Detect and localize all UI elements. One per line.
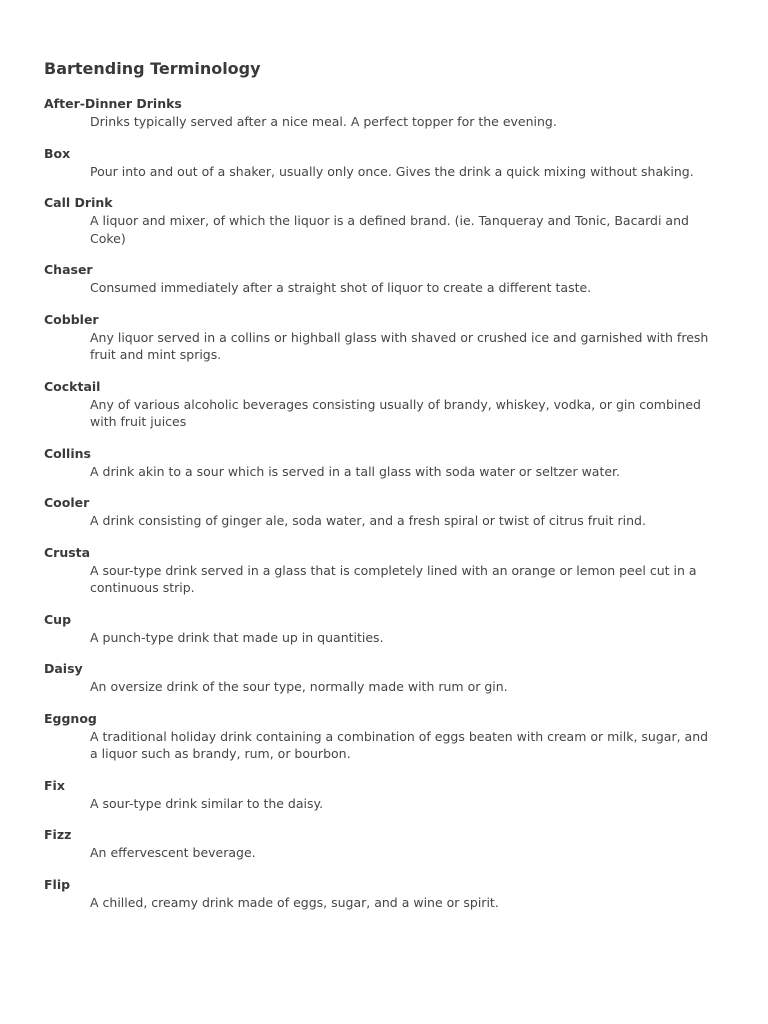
glossary-definition: Any of various alcoholic beverages consisting usually of brandy, whiskey, vodka, or gin combined with fruit juices [90, 396, 701, 429]
glossary-entry [44, 711, 724, 763]
glossary-term: Flip [44, 876, 71, 892]
glossary-definition: A drink akin to a sour which is served in a tall glass with soda water or seltzer water. [90, 463, 621, 479]
glossary-definition: A punch-type drink that made up in quantities. [90, 629, 384, 645]
glossary-term: Cocktail [44, 378, 101, 394]
glossary-term: Chaser [44, 262, 93, 277]
glossary-term: Cup [44, 611, 72, 627]
glossary-entry [44, 446, 724, 481]
glossary-definition: A sour-type drink served in a glass that is completely lined with an orange or lemon peel cut in a continuous strip. [90, 562, 697, 595]
glossary-entry [44, 146, 724, 181]
glossary-definition: Drinks typically served after a nice meal. A perfect topper for the evening. [90, 114, 557, 129]
glossary-definition: Any liquor served in a collins or highball glass with shaved or crushed ice and garnished with fresh fruit and mint sprigs. [90, 329, 709, 362]
glossary-definition: An oversize drink of the sour type, normally made with rum or gin. [90, 679, 508, 694]
glossary-definition: A sour-type drink similar to the daisy. [90, 795, 324, 811]
glossary-term: Fix [44, 777, 65, 793]
glossary-definition: A liquor and mixer, of which the liquor is a defined brand. (ie. Tanqueray and Tonic, Bacardi and Coke) [90, 213, 689, 246]
glossary-term: Box [44, 145, 71, 161]
glossary-definition: An effervescent beverage. [90, 845, 256, 860]
page-title: Bartending Terminology [44, 59, 261, 78]
glossary-entry [44, 495, 724, 530]
glossary-term: Daisy [44, 661, 83, 676]
glossary-definition: Consumed immediately after a straight shot of liquor to create a different taste. [90, 280, 592, 295]
glossary-entry [44, 545, 724, 597]
glossary-entry [44, 661, 724, 696]
glossary-entry [44, 312, 724, 364]
glossary-term: Collins [44, 445, 91, 461]
glossary-term: Fizz [44, 827, 72, 842]
glossary-entry [44, 778, 724, 813]
glossary-term: Call Drink [44, 195, 113, 210]
glossary-entry [44, 877, 724, 912]
glossary-entry [44, 827, 724, 862]
glossary-entry [44, 96, 724, 131]
glossary-definition: Pour into and out of a shaker, usually only once. Gives the drink a quick mixing without shaking. [90, 163, 694, 179]
glossary-definition: A drink consisting of ginger ale, soda water, and a fresh spiral or twist of citrus fruit rind. [90, 513, 646, 528]
document-page [44, 58, 724, 926]
glossary-entry [44, 612, 724, 647]
glossary-entry [44, 195, 724, 247]
glossary-definition: A chilled, creamy drink made of eggs, sugar, and a wine or spirit. [90, 894, 499, 910]
glossary-entry [44, 379, 724, 431]
glossary-term: Eggnog [44, 710, 97, 726]
glossary-term: Cobbler [44, 311, 99, 327]
glossary-term: Cooler [44, 495, 90, 510]
glossary-term: Crusta [44, 544, 91, 560]
glossary-entry [44, 262, 724, 297]
glossary-term: After-Dinner Drinks [44, 96, 182, 111]
glossary-definition: A traditional holiday drink containing a combination of eggs beaten with cream or milk, sugar, and a liquor such as brandy, rum, or bourbon. [90, 728, 709, 761]
